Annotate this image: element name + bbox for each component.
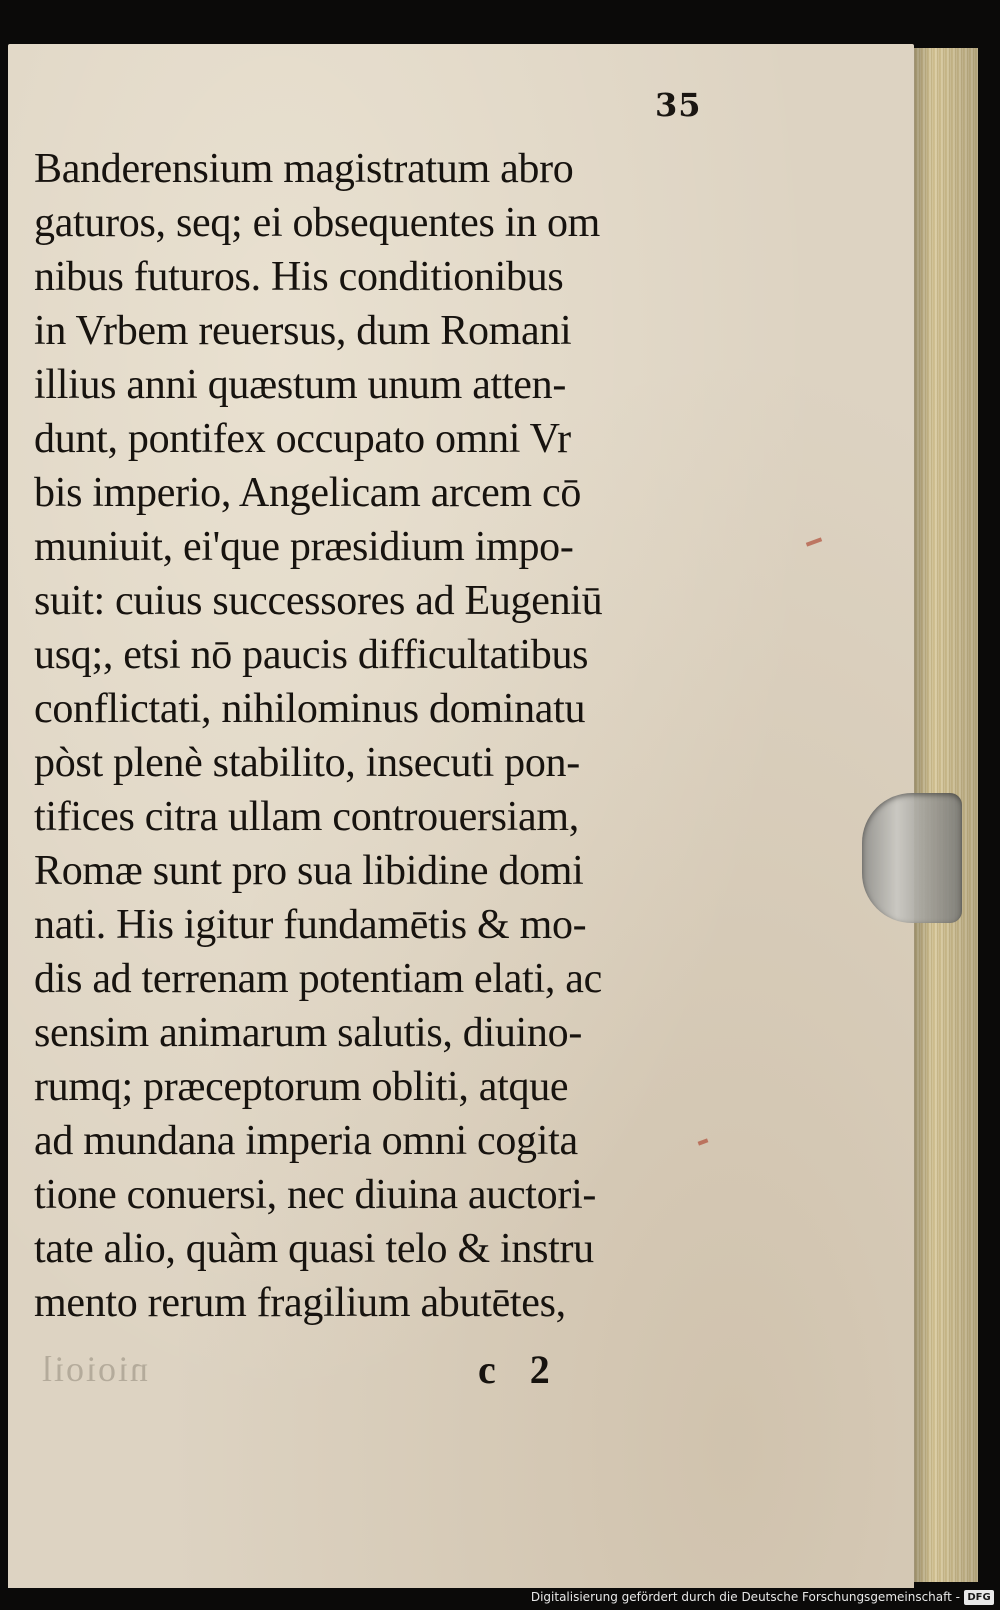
credit-text: Digitalisierung gefördert durch die Deutsche Forschungsgemeinschaft - — [530, 1590, 960, 1604]
text-line: dunt, pontifex occupato omni Vr — [34, 416, 571, 462]
page-clip — [862, 793, 962, 923]
text-line: dis ad terrenam potentiam elati, ac — [34, 956, 602, 1002]
text-line: nati. His igitur fundamētis & mo- — [34, 902, 587, 948]
text-line: usq;, etsi nō paucis difficultatibus — [34, 632, 589, 678]
text-block — [34, 142, 714, 1330]
text-line: pòst plenè stabilito, insecuti pon- — [34, 740, 580, 786]
text-line: suit: cuius successores ad Eugeniū — [34, 578, 603, 624]
folio-number: 35 — [655, 86, 702, 124]
text-line: in Vrbem reuersus, dum Romani — [34, 308, 572, 354]
text-line: tate alio, quàm quasi telo & instru — [34, 1226, 594, 1272]
text-line: nibus futuros. His conditionibus — [34, 254, 564, 300]
text-line: conflictati, nihilominus dominatu — [34, 686, 586, 732]
text-line: Banderensium magistratum abro — [34, 146, 574, 192]
text-line: Romæ sunt pro sua libidine domi — [34, 848, 584, 894]
text-line: ad mundana imperia omni cogita — [34, 1118, 578, 1164]
text-line: muniuit, ei'que præsidium impo- — [34, 524, 574, 570]
text-line: bis imperio, Angelicam arcem cō — [34, 470, 582, 516]
signature-mark: c 2 — [478, 1347, 550, 1392]
text-line: tifices citra ullam controuersiam, — [34, 794, 579, 840]
text-line: illius anni quæstum unum atten- — [34, 362, 567, 408]
dfg-logo: DFG — [964, 1590, 994, 1605]
text-line: sensim animarum salutis, diuino- — [34, 1010, 583, 1056]
text-line: mento rerum fragilium abutētes, — [34, 1280, 566, 1326]
bleed-through-text: nioioil — [40, 1349, 149, 1389]
text-line: gaturos, seq; ei obsequentes in om — [34, 200, 601, 246]
text-line: tione conuersi, nec diuina auctori- — [34, 1172, 597, 1218]
text-line: rumq; præceptorum obliti, atque — [34, 1064, 569, 1110]
